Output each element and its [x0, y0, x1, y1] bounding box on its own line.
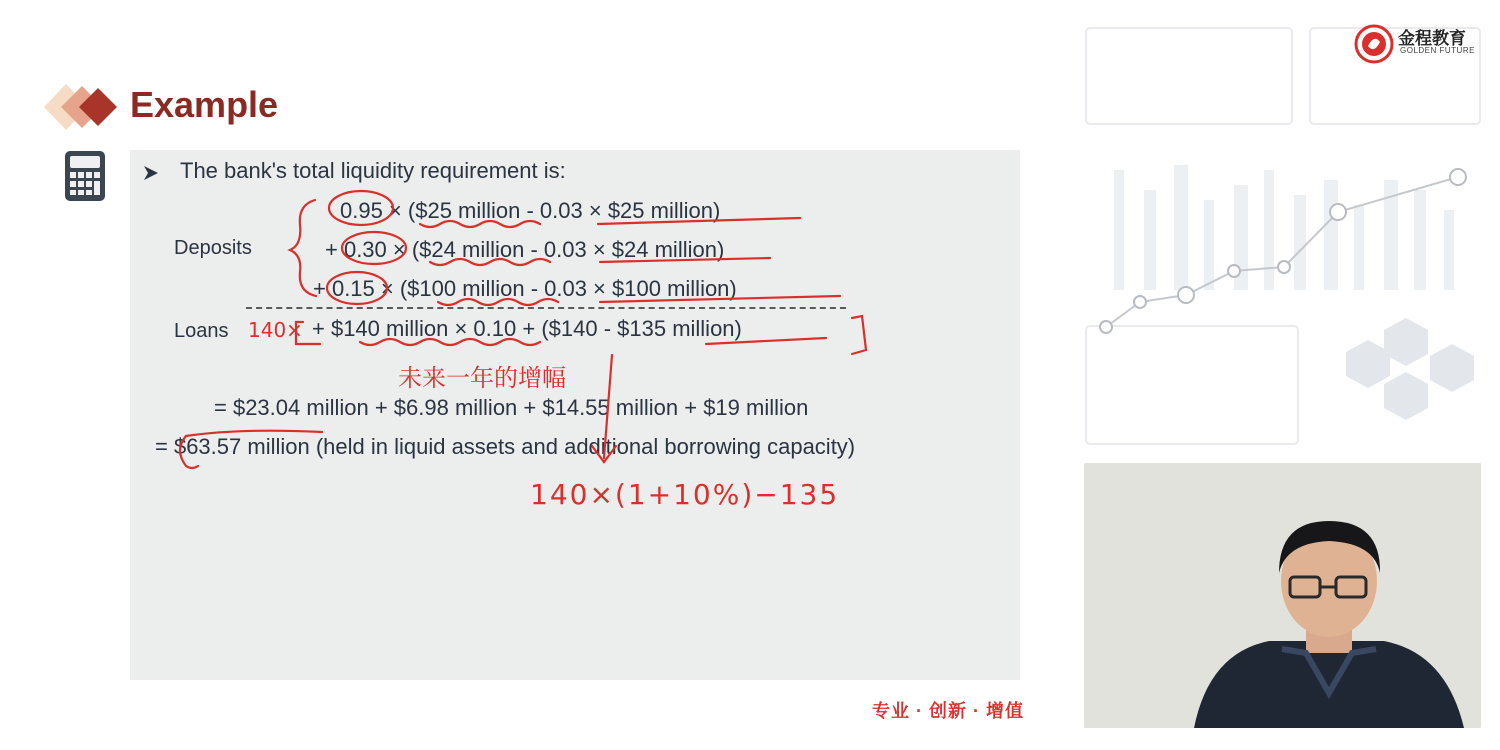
equation-line-1: 0.95 × ($25 million - 0.03 × $25 million) [340, 198, 721, 223]
arrow-bullet-icon [142, 164, 160, 182]
equation-line-4: + $140 million × 0.10 + ($140 - $135 million) [312, 316, 742, 341]
footer-slogan: 专业 · 创新 · 增值 [872, 701, 1024, 721]
logo-emblem-icon [1354, 24, 1394, 64]
equation-line-2: + 0.30 × ($24 million - 0.03 × $24 million) [325, 237, 725, 262]
webcam-video [1084, 463, 1481, 728]
equation-line-6: = $63.57 million (held in liquid assets and additional borrowing capacity) [155, 434, 856, 459]
background-infographic [1084, 0, 1500, 460]
deposits-label: Deposits [174, 237, 252, 259]
logo-name: 金程教育 [1398, 29, 1466, 48]
presenter-image [1084, 463, 1481, 728]
logo-subtitle: GOLDEN FUTURE [1400, 46, 1475, 55]
bullet-text: The bank's total liquidity requirement is: [180, 158, 566, 183]
handwritten-prefix: 140× [248, 318, 303, 342]
equation-line-3: + 0.15 × ($100 million - 0.03 × $100 million) [313, 276, 737, 301]
calculator-icon [64, 150, 106, 202]
equation-line-5: = $23.04 million + $6.98 million + $14.55 million + $19 million [214, 395, 809, 420]
handwritten-formula: 140×(1+10%)−135 [530, 478, 840, 511]
divider-line [246, 307, 846, 309]
handwritten-note: 未来一年的增幅 [398, 364, 566, 392]
loans-label: Loans [174, 320, 229, 342]
diamond-bullets-icon [44, 84, 124, 130]
slide-title: Example [130, 84, 279, 125]
